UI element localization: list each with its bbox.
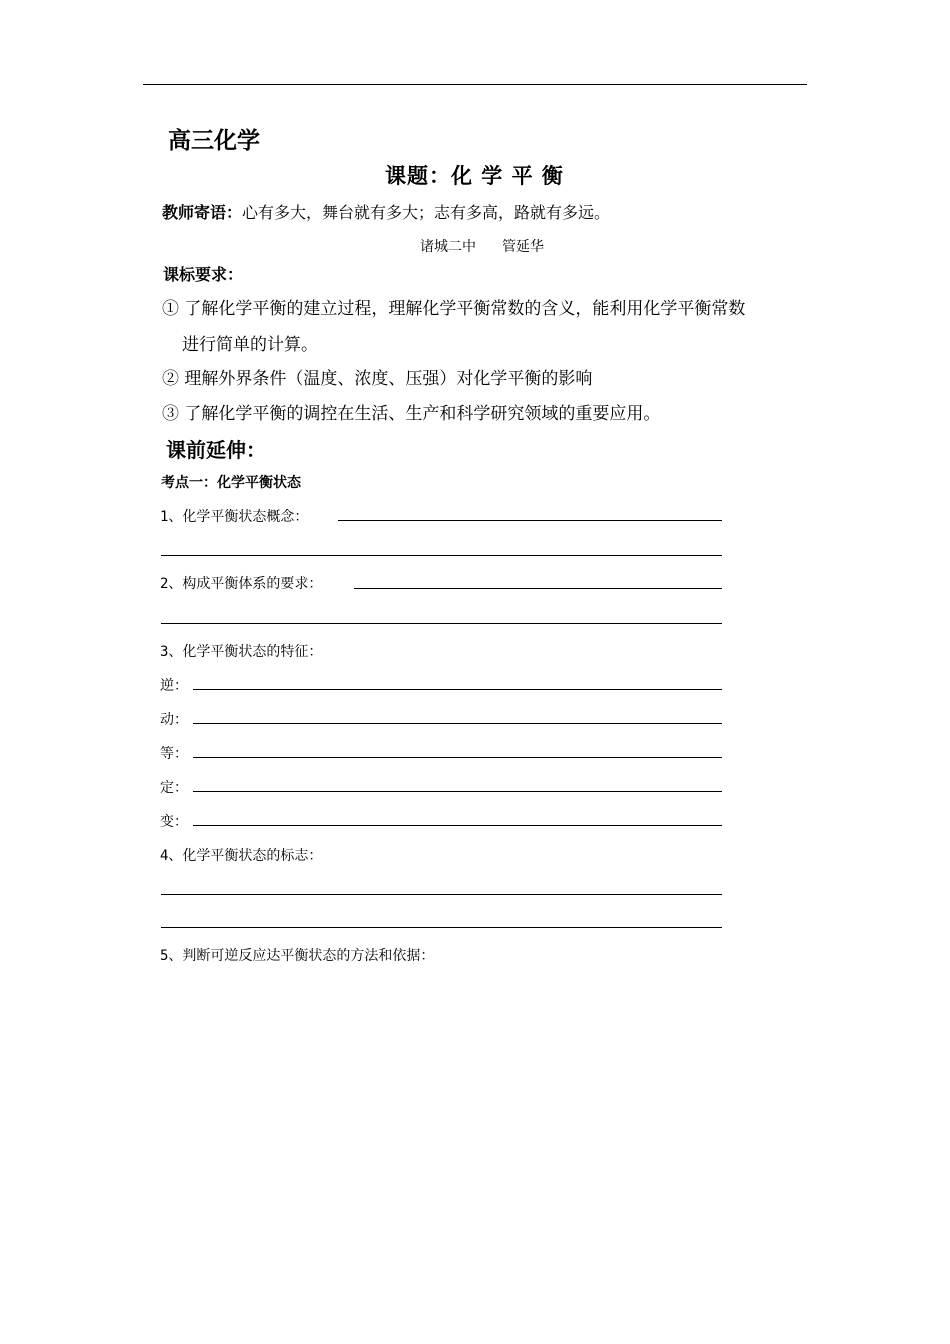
requirement-item-1: ① 了解化学平衡的建立过程，理解化学平衡常数的含义，能利用化学平衡常数 [162,299,746,319]
motto-label: 教师寄语： [162,203,243,222]
answer-line-feature-dong[interactable] [193,723,722,724]
answer-line-q1[interactable] [338,520,722,521]
teacher-motto [162,200,610,223]
preview-heading: 课前延伸： [166,438,266,462]
answer-line-q2-2[interactable] [161,623,722,624]
requirement-item-2: ② 理解外界条件（温度、浓度、压强）对化学平衡的影响 [162,369,593,389]
lesson-title: 课题：化 学 平 衡 [385,164,564,188]
question-3-label: 3、化学平衡状态的特征： [160,644,323,660]
answer-line-q4-2[interactable] [161,927,722,928]
feature-ni-label: 逆： [160,678,188,694]
requirement-item-1-cont: 进行简单的计算。 [182,335,318,355]
school-name: 诸城二中 [420,239,476,255]
feature-deng-label: 等： [160,746,188,762]
teacher-name: 管延华 [502,239,544,255]
feature-bian-label: 变： [160,814,188,830]
requirements-heading: 课标要求： [163,265,244,284]
motto-text: 心有多大，舞台就有多大；志有多高，路就有多远。 [242,203,611,222]
answer-line-feature-bian[interactable] [193,825,722,826]
author-line [420,236,570,256]
feature-ding-label: 定： [160,780,188,796]
subject-heading: 高三化学 [168,128,260,154]
answer-line-q4[interactable] [161,894,722,895]
answer-line-feature-deng[interactable] [193,757,722,758]
kaodian-heading: 考点一：化学平衡状态 [161,475,301,491]
feature-dong-label: 动： [160,712,188,728]
answer-line-q1-2[interactable] [161,555,722,556]
question-1-label: 1、化学平衡状态概念： [160,509,309,525]
question-2-label: 2、构成平衡体系的要求： [160,576,323,592]
answer-line-feature-ni[interactable] [193,689,722,690]
question-5-label: 5、判断可逆反应达平衡状态的方法和依据： [160,948,435,964]
requirement-item-3: ③ 了解化学平衡的调控在生活、生产和科学研究领域的重要应用。 [162,404,661,424]
answer-line-q2[interactable] [354,588,722,589]
question-4-label: 4、化学平衡状态的标志： [160,848,323,864]
answer-line-feature-ding[interactable] [193,791,722,792]
header-rule [143,84,807,85]
